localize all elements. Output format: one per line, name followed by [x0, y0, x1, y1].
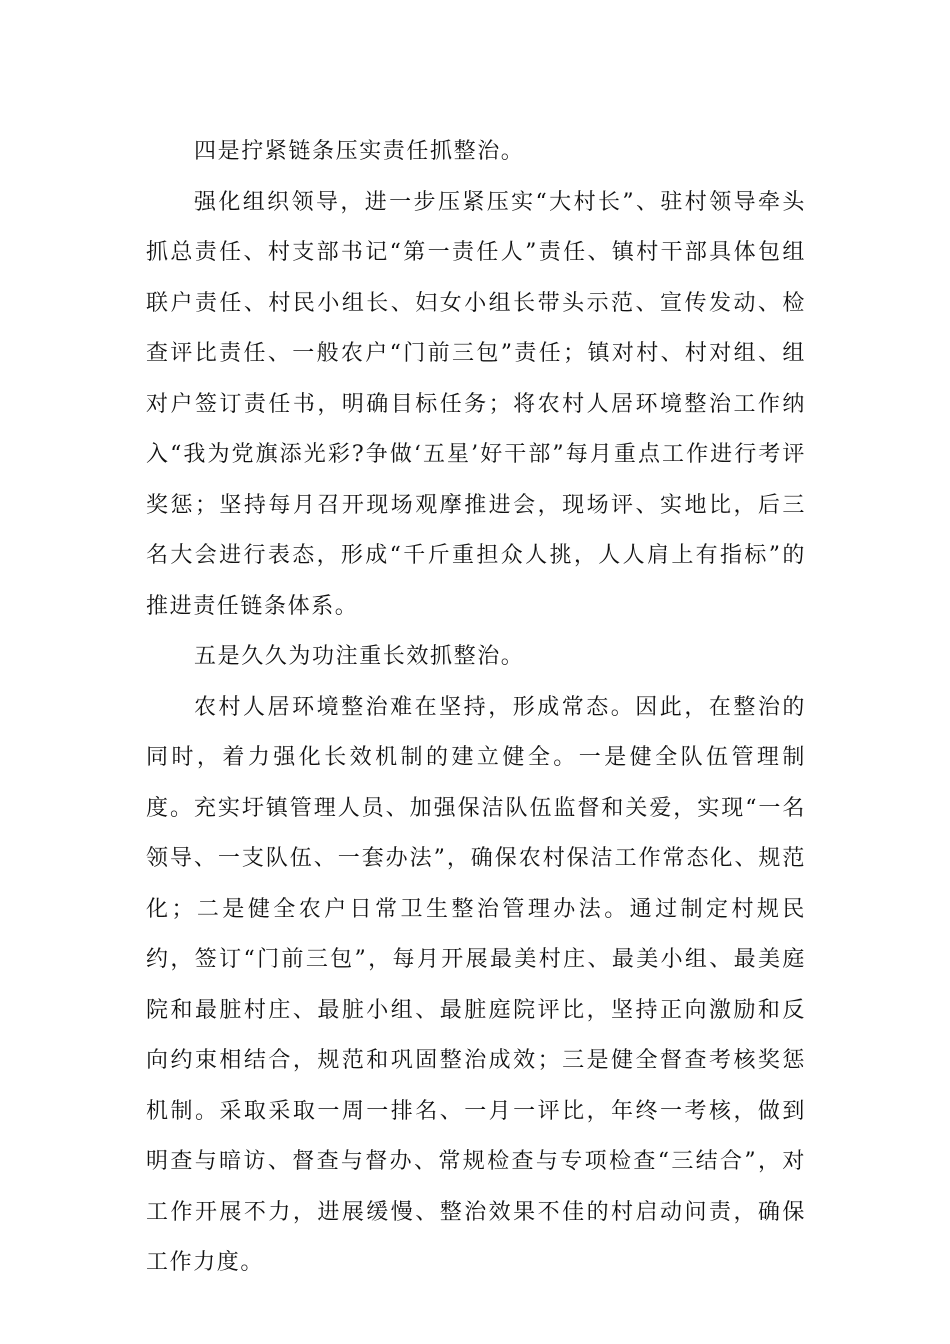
- paragraph-long-term-mechanism: 农村人居环境整治难在坚持，形成常态。因此，在整治的同时，着力强化长效机制的建立健全。一是健全队伍管理制度。充实圩镇管理人员、加强保洁队伍监督和关爱，实现“一名领导、一支队伍、一套办法”，确保农村保洁工作常态化、规范化；二是健全农户日常卫生整治管理办法。通过制定村规民约，签订“门前三包”，每月开展最美村庄、最美小组、最美庭院和最脏村庄、最脏小组、最脏庭院评比，坚持正向激励和反向约束相结合，规范和巩固整治成效；三是健全督查考核奖惩机制。采取采取一周一排名、一月一评比，年终一考核，做到明查与暗访、督查与督办、常规检查与专项检查“三结合”，对工作开展不力，进展缓慢、整治效果不佳的村启动问责，确保工作力度。: [146, 694, 806, 1275]
- section-heading-4: 四是拧紧链条压实责任抓整治。: [194, 139, 525, 164]
- paragraph-responsibility: 强化组织领导，进一步压紧压实“大村长”、驻村领导牵头抓总责任、村支部书记“第一责任人”责任、镇村干部具体包组联户责任、村民小组长、妇女小组长带头示范、宣传发动、检查评比责任、一般农户“门前三包”责任；镇对村、村对组、组对户签订责任书，明确目标任务；将农村人居环境整治工作纳入“我为党旗添光彩?争做‘五星’好干部”每月重点工作进行考评奖惩；坚持每月召开现场观摩推进会，现场评、实地比，后三名大会进行表态，形成“千斤重担众人挑，人人肩上有指标”的推进责任链条体系。: [146, 189, 806, 619]
- document-body: [146, 127, 806, 1289]
- section-heading-5: 五是久久为功注重长效抓整治。: [194, 644, 525, 669]
